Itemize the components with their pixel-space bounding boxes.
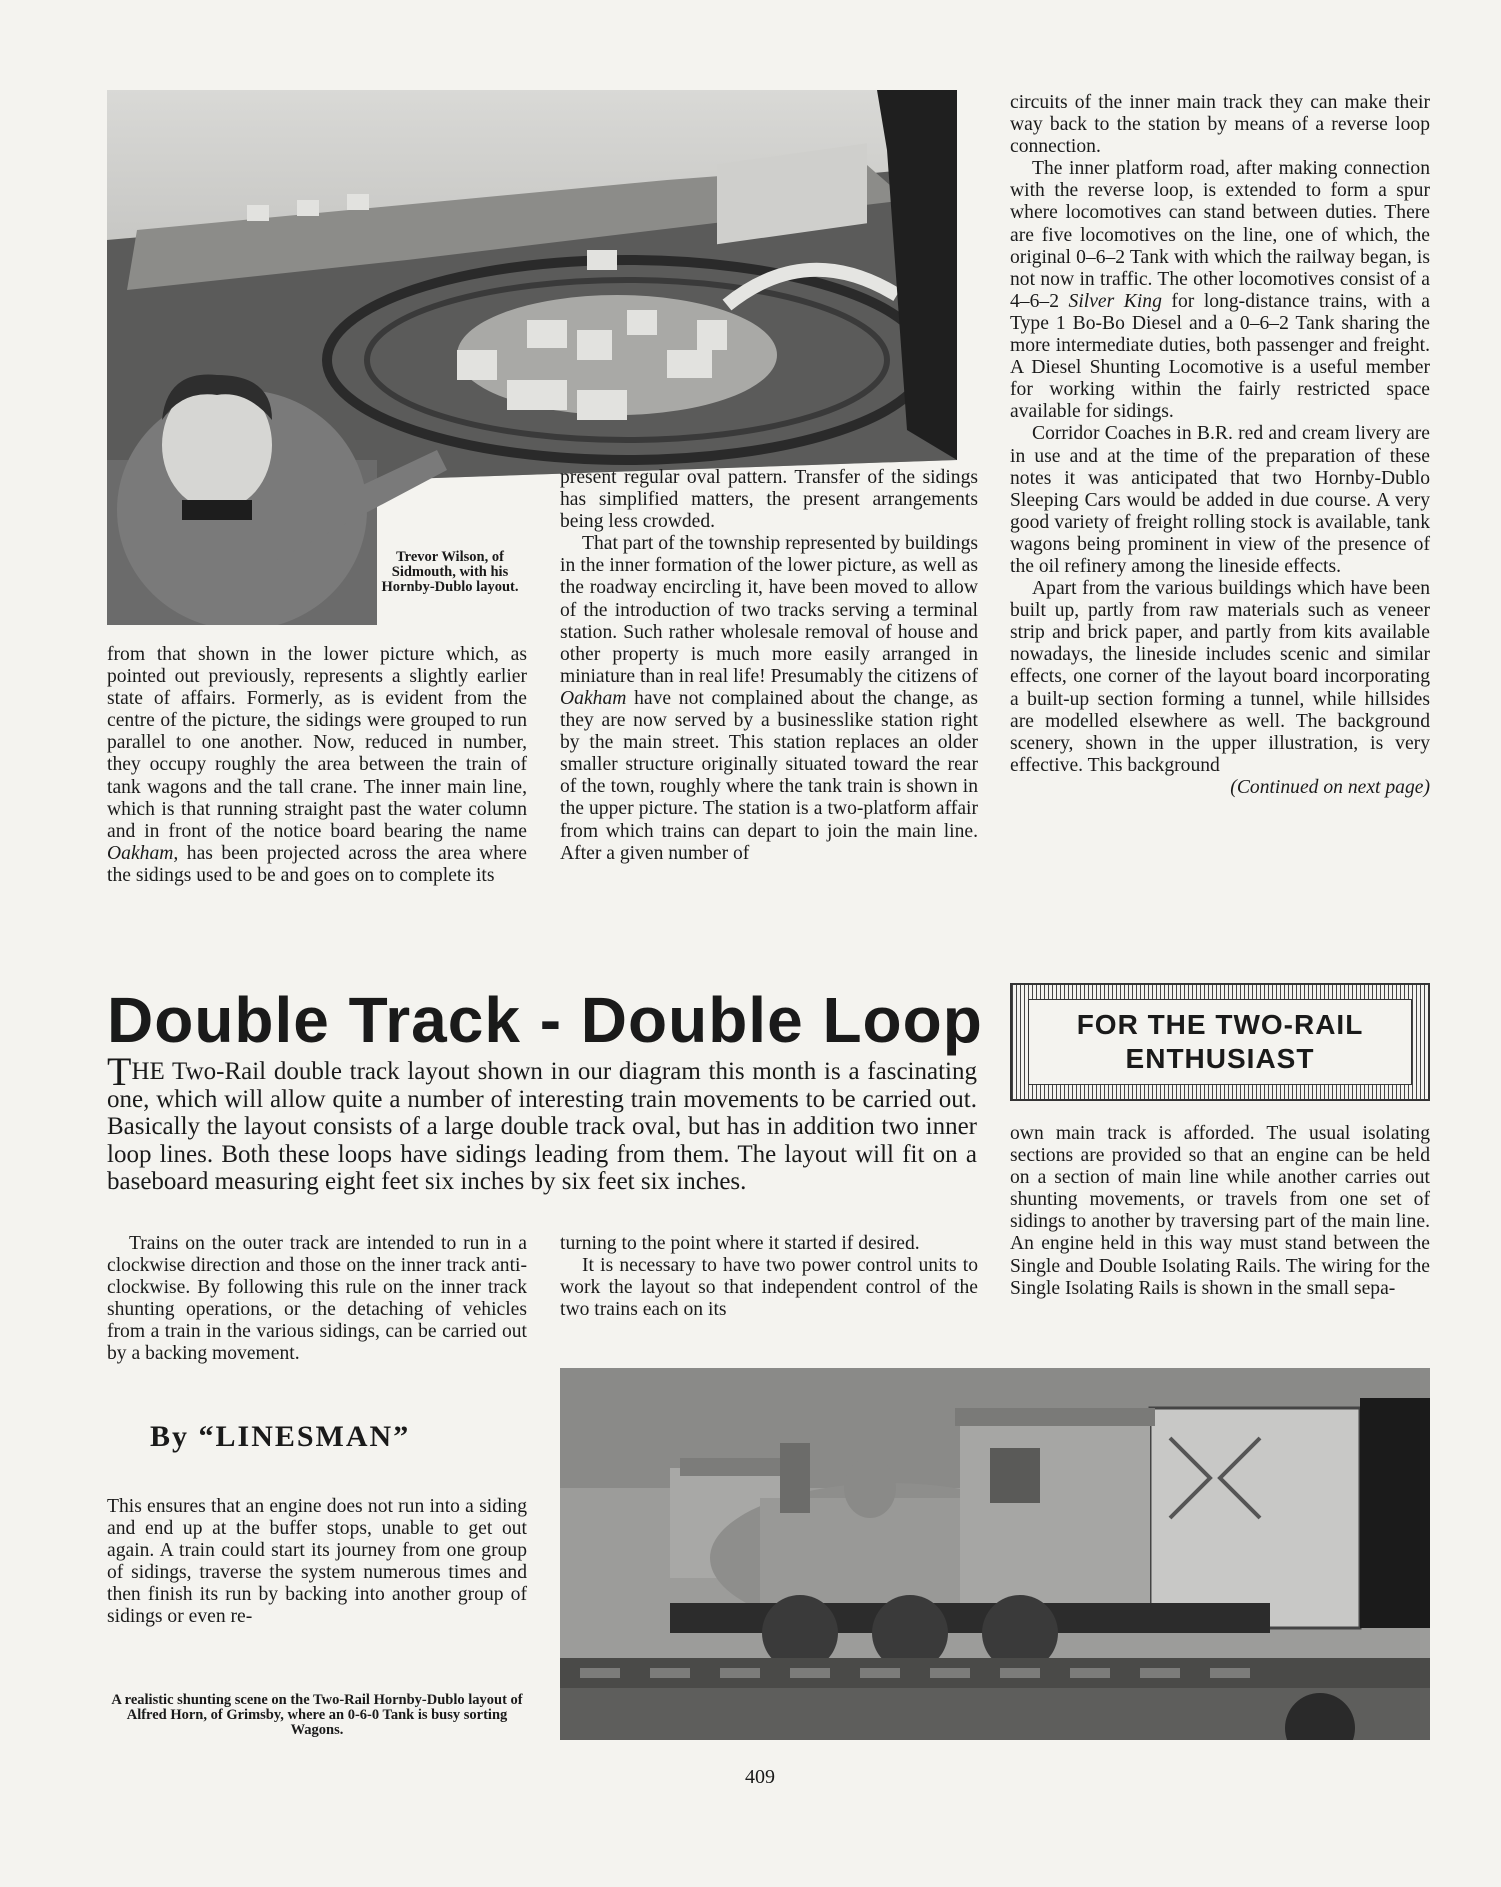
- col2-bottom-text: [560, 1233, 978, 1321]
- col1-bottom-text-2: [107, 1496, 527, 1629]
- article-headline: Double Track - Double Loop: [107, 984, 983, 1056]
- intro-drop-cap: T: [107, 1049, 132, 1094]
- col1-bottom-paragraph-2: This ensures that an engine does not run into a siding and end up at the buffer stops, unable to get out again. A train could start its journey from one group of sidings, traverse the system numerous times and then finish its run by backing into another group of sidings or even re-: [107, 1496, 527, 1628]
- locomotive-photo-caption: A realistic shunting scene on the Two-Rail Hornby-Dublo layout of Alfred Horn, of Grimsby, where an 0-6-0 Tank is busy sorting Wagons.: [111, 1692, 523, 1738]
- col3-top-paragraph-1: circuits of the inner main track they can make their way back to the station by means of a reverse loop connection.: [1010, 92, 1430, 158]
- section-label-box: [1010, 983, 1430, 1101]
- locomotive-photo-image: [560, 1368, 1430, 1740]
- layout-photo-caption: Trevor Wilson, of Sidmouth, with his Hornby-Dublo layout.: [381, 549, 519, 595]
- article-intro: [107, 1049, 977, 1196]
- col2-bottom-paragraph-2: It is necessary to have two power control units to work the layout so that independent control of the two trains each on its: [560, 1255, 978, 1321]
- col3-top-paragraph-4: Apart from the various buildings which have been built up, partly from raw materials such as veneer strip and brick paper, and partly from kits available nowadays, the lineside includes scenic and similar effects, one corner of the layout board incorporating a built-up section forming a tunnel, while hillsides are modelled elsewhere as well. The background scenery, shown in the upper illustration, is very effective. This background: [1010, 578, 1430, 776]
- col1-top-text: [107, 644, 527, 887]
- col2-top-paragraph-2: That part of the township represented by buildings in the inner formation of the lower picture, as well as the roadway encircling it, have been moved to allow of the introduction of two tracks serving a terminal station. Such rather wholesale removal of house and other property is much more easily arranged in miniature than in real life! Presumably the citizens of Oakham have not complained about the change, as they are now served by a businesslike station right by the main street. This station replaces an older smaller structure originally situated toward the rear of the town, roughly where the tank train is shown in the upper picture. The station is a two-platform affair from which trains can depart to join the main line. After a given number of: [560, 533, 978, 864]
- byline: By “LINESMAN”: [150, 1420, 411, 1453]
- col1-bottom-text: [107, 1233, 527, 1366]
- col2-top-paragraph-1: present regular oval pattern. Transfer of the sidings has simplified matters, the present arrangements being less crowded.: [560, 467, 978, 533]
- col2-bottom-paragraph-1: turning to the point where it started if desired.: [560, 1233, 920, 1254]
- col3-top-text: [1010, 92, 1430, 799]
- section-label: FOR THE TWO-RAIL ENTHUSIAST: [1028, 999, 1412, 1085]
- col2-top-text: [560, 467, 978, 865]
- locomotive-photo: [560, 1368, 1430, 1740]
- col3-bottom-paragraph-1: own main track is afforded. The usual isolating sections are provided so that an engine can be held on a section of main line while another carries out shunting movements, or travels from one set of sidings to another by traversing part of the main line. An engine held in this way must stand between the Single and Double Isolating Rails. The wiring for the Single Isolating Rails is shown in the small sepa-: [1010, 1123, 1430, 1299]
- col1-bottom-paragraph-1: Trains on the outer track are intended to run in a clockwise direction and those on the inner track anti-clockwise. By following this rule on the inner track shunting operations, or the detaching of vehicles from a train in the various sidings, can be carried out by a backing movement.: [107, 1233, 527, 1365]
- col1-top-paragraph: from that shown in the lower picture which, as pointed out previously, represents a slightly earlier state of affairs. Formerly, as is evident from the centre of the picture, the sidings were grouped to run parallel to one another. Now, reduced in number, they occupy roughly the area between the train of tank wagons and the tall crane. The inner main line, which is that running straight past the water column and in front of the notice board bearing the name Oakham, has been projected across the area where the sidings used to be and goes on to complete its: [107, 644, 527, 886]
- page-number: 409: [745, 1766, 775, 1788]
- continued-note: (Continued on next page): [1230, 776, 1430, 798]
- col3-top-paragraph-2: The inner platform road, after making connection with the reverse loop, is extended to form a spur where locomotives can stand between duties. There are five locomotives on the line, one of which, the original 0–6–2 Tank with which the railway began, is not now in traffic. The other locomotives consist of a 4–6–2 Silver King for long-distance trains, with a Type 1 Bo-Bo Diesel and a 0–6–2 Tank sharing the more intermediate duties, both passenger and freight. A Diesel Shunting Locomotive is a useful member for working within the fairly restricted space available for sidings.: [1010, 158, 1430, 423]
- col3-top-paragraph-3: Corridor Coaches in B.R. red and cream livery are in use and at the time of the preparation of these notes it was anticipated that two Hornby-Dublo Sleeping Cars would be added in due course. A very good variety of freight rolling stock is available, tank wagons being prominent in view of the presence of the oil refinery among the lineside effects.: [1010, 423, 1430, 577]
- col3-bottom-text: [1010, 1123, 1430, 1300]
- intro-text: HE Two-Rail double track layout shown in our diagram this month is a fascinating one, which will allow quite a number of interesting train movements to be carried out. Basically the layout consists of a large double track oval, but has in addition two inner loop lines. Both these loops have sidings leading from them. The layout will fit on a baseboard measuring eight feet six inches by six feet six inches.: [107, 1058, 977, 1196]
